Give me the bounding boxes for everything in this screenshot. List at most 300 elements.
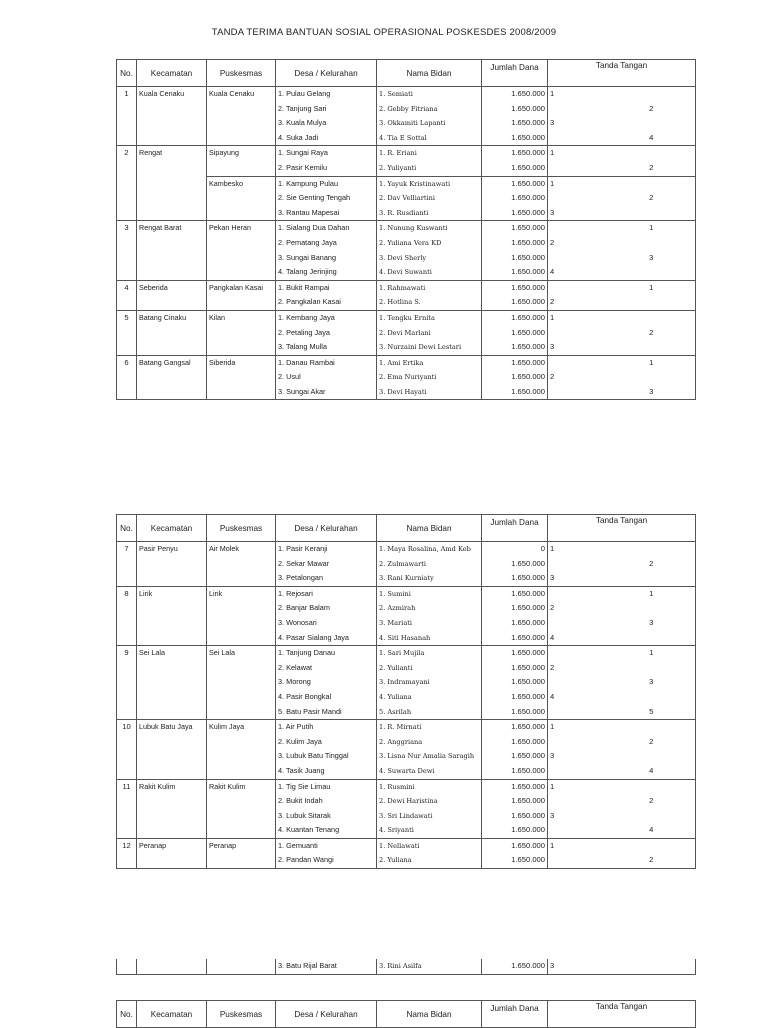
cell-nama-bidan: 3. Devi Sherly [377, 251, 482, 266]
cell-signature-left: 4 [548, 265, 608, 280]
cell-desa: 2. Pandan Wangi [276, 853, 377, 868]
cell-signature-right: 2 [608, 853, 696, 868]
cell-desa: 3. Rantau Mapesai [276, 206, 377, 221]
cell-desa: 3. Kuala Mulya [276, 116, 377, 131]
cell-no [117, 616, 137, 631]
cell-kecamatan [137, 385, 207, 400]
cell-jumlah-dana: 1.650.000 [482, 853, 548, 868]
cell-puskesmas [207, 571, 276, 586]
table-row [117, 191, 696, 206]
cell-no [117, 675, 137, 690]
cell-desa: 2. Pasir Kemilu [276, 161, 377, 176]
cell-jumlah-dana: 1.650.000 [482, 764, 548, 779]
cell-signature-left [548, 794, 608, 809]
cell-kecamatan [137, 161, 207, 176]
cell-no [117, 340, 137, 355]
cell-no [117, 206, 137, 221]
cell-signature-right: 2 [608, 191, 696, 206]
cell-signature-right: 1 [608, 280, 696, 295]
cell-no [117, 326, 137, 341]
cell-no [117, 295, 137, 310]
cell-desa: 2. Pangkalan Kasai [276, 295, 377, 310]
cell-kecamatan [137, 601, 207, 616]
header-puskesmas: Puskesmas [207, 1001, 276, 1028]
cell-puskesmas: Peranap [207, 838, 276, 853]
cell-no: 1 [117, 87, 137, 102]
cell-kecamatan [137, 631, 207, 646]
cell-signature-left: 1 [548, 542, 608, 557]
table-row [117, 779, 696, 794]
cell-desa: 3. Lubuk Sitarak [276, 809, 377, 824]
cell-signature-left [548, 191, 608, 206]
cell-puskesmas [207, 749, 276, 764]
header-puskesmas: Puskesmas [207, 60, 276, 87]
cell-kecamatan [137, 794, 207, 809]
cell-signature-left [548, 385, 608, 400]
cell-jumlah-dana: 1.650.000 [482, 675, 548, 690]
cell-no: 2 [117, 146, 137, 161]
cell-no: 11 [117, 779, 137, 794]
cell-jumlah-dana: 1.650.000 [482, 586, 548, 601]
cell-nama-bidan: 3. Lisna Nur Amalia Saragih [377, 749, 482, 764]
cell-kecamatan: Peranap [137, 838, 207, 853]
cell-signature-right [608, 720, 696, 735]
cell-desa: 4. Tasik Juang [276, 764, 377, 779]
cell-signature-right [608, 690, 696, 705]
table-row [117, 161, 696, 176]
cell-no [117, 959, 137, 974]
cell-nama-bidan: 1. R. Eriani [377, 146, 482, 161]
cell-puskesmas [207, 295, 276, 310]
cell-nama-bidan: 3. Sri Lindawati [377, 809, 482, 824]
cell-nama-bidan: 3. Indramayani [377, 675, 482, 690]
cell-nama-bidan: 1. Yayuk Kristinawati [377, 176, 482, 191]
cell-nama-bidan: 2. Zulmawarti [377, 557, 482, 572]
cell-nama-bidan: 3. Mariati [377, 616, 482, 631]
cell-signature-right [608, 116, 696, 131]
cell-desa: 2. Sie Genting Tengah [276, 191, 377, 206]
cell-signature-right [608, 236, 696, 251]
cell-signature-right: 2 [608, 102, 696, 117]
cell-kecamatan: Rengat Barat [137, 221, 207, 236]
cell-kecamatan: Batang Gangsal [137, 355, 207, 370]
cell-jumlah-dana: 1.650.000 [482, 295, 548, 310]
cell-kecamatan [137, 749, 207, 764]
cell-kecamatan: Rengat [137, 146, 207, 161]
header-kecamatan: Kecamatan [137, 1001, 207, 1028]
table-row [117, 385, 696, 400]
cell-nama-bidan: 4. Tia E Sottal [377, 131, 482, 146]
table-row [117, 764, 696, 779]
cell-kecamatan [137, 251, 207, 266]
cell-no [117, 631, 137, 646]
cell-signature-right [608, 265, 696, 280]
cell-jumlah-dana: 1.650.000 [482, 631, 548, 646]
cell-signature-left [548, 251, 608, 266]
table-header-row [117, 60, 696, 87]
cell-no [117, 705, 137, 720]
cell-kecamatan: Lubuk Batu Jaya [137, 720, 207, 735]
cell-no: 10 [117, 720, 137, 735]
cell-signature-right: 3 [608, 675, 696, 690]
cell-signature-left [548, 823, 608, 838]
table-row [117, 823, 696, 838]
cell-nama-bidan: 4. Siti Hasanah [377, 631, 482, 646]
header-no: No. [117, 1001, 137, 1028]
cell-jumlah-dana: 1.650.000 [482, 265, 548, 280]
cell-desa: 3. Sungai Banang [276, 251, 377, 266]
cell-no [117, 661, 137, 676]
cell-kecamatan [137, 661, 207, 676]
cell-puskesmas [207, 102, 276, 117]
table-row [117, 838, 696, 853]
cell-signature-right: 1 [608, 355, 696, 370]
cell-kecamatan [137, 340, 207, 355]
table-row [117, 794, 696, 809]
cell-no [117, 690, 137, 705]
cell-nama-bidan: 2. Yuliana [377, 853, 482, 868]
table-row [117, 571, 696, 586]
cell-signature-left [548, 131, 608, 146]
cell-jumlah-dana: 1.650.000 [482, 794, 548, 809]
cell-desa: 1. Kampung Pulau [276, 176, 377, 191]
cell-signature-left: 3 [548, 340, 608, 355]
cell-signature-left [548, 586, 608, 601]
cell-puskesmas [207, 370, 276, 385]
cell-signature-left [548, 646, 608, 661]
cell-desa: 1. Rejosari [276, 586, 377, 601]
cell-jumlah-dana: 1.650.000 [482, 385, 548, 400]
cell-signature-right [608, 601, 696, 616]
cell-jumlah-dana: 1.650.000 [482, 616, 548, 631]
cell-nama-bidan: 3. Devi Hayati [377, 385, 482, 400]
table-header-row [117, 1001, 696, 1028]
cell-signature-left: 1 [548, 146, 608, 161]
cell-signature-right: 4 [608, 131, 696, 146]
cell-signature-right [608, 176, 696, 191]
cell-jumlah-dana: 1.650.000 [482, 102, 548, 117]
cell-puskesmas: Air Molek [207, 542, 276, 557]
cell-signature-left [548, 102, 608, 117]
header-bidan: Nama Bidan [377, 515, 482, 542]
cell-jumlah-dana: 1.650.000 [482, 176, 548, 191]
cell-no [117, 251, 137, 266]
cell-kecamatan [137, 616, 207, 631]
table-row [117, 631, 696, 646]
cell-desa: 3. Morong [276, 675, 377, 690]
table-row [117, 340, 696, 355]
cell-no: 7 [117, 542, 137, 557]
cell-signature-left [548, 161, 608, 176]
cell-signature-left: 4 [548, 690, 608, 705]
table-row [117, 176, 696, 191]
cell-puskesmas [207, 385, 276, 400]
cell-kecamatan [137, 823, 207, 838]
cell-desa: 3. Lubuk Batu Tinggal [276, 749, 377, 764]
cell-desa: 1. Pulau Gelang [276, 87, 377, 102]
cell-nama-bidan: 4. Sriyanti [377, 823, 482, 838]
header-no: No. [117, 60, 137, 87]
cell-nama-bidan: 1. Nunung Kuswanti [377, 221, 482, 236]
header-dana: Jumlah Dana [482, 515, 548, 542]
cell-jumlah-dana: 1.650.000 [482, 557, 548, 572]
table-row [117, 735, 696, 750]
table-row [117, 206, 696, 221]
header-desa: Desa / Kelurahan [276, 60, 377, 87]
cell-no: 3 [117, 221, 137, 236]
cell-signature-left: 2 [548, 661, 608, 676]
cell-puskesmas [207, 326, 276, 341]
cell-kecamatan: Lirik [137, 586, 207, 601]
header-tanda-tangan: Tanda Tangan [548, 515, 696, 542]
cell-jumlah-dana: 1.650.000 [482, 601, 548, 616]
cell-signature-left: 2 [548, 370, 608, 385]
cell-nama-bidan: 4. Yuliana [377, 690, 482, 705]
cell-signature-right: 3 [608, 616, 696, 631]
cell-puskesmas: Siberida [207, 355, 276, 370]
cell-signature-right [608, 631, 696, 646]
cell-no [117, 749, 137, 764]
cell-kecamatan [137, 102, 207, 117]
cell-desa: 3. Petalongan [276, 571, 377, 586]
cell-kecamatan [137, 764, 207, 779]
cell-kecamatan [137, 809, 207, 824]
cell-desa: 3. Wonosari [276, 616, 377, 631]
table-row [117, 705, 696, 720]
cell-jumlah-dana: 1.650.000 [482, 959, 548, 974]
cell-puskesmas [207, 116, 276, 131]
cell-desa: 1. Sialang Dua Dahan [276, 221, 377, 236]
cell-kecamatan: Pasir Penyu [137, 542, 207, 557]
cell-desa: 2. Banjar Balam [276, 601, 377, 616]
cell-signature-left [548, 280, 608, 295]
cell-no [117, 161, 137, 176]
cell-nama-bidan: 3. Nurzaini Dewi Lestari [377, 340, 482, 355]
cell-puskesmas [207, 764, 276, 779]
cell-kecamatan [137, 265, 207, 280]
cell-kecamatan [137, 735, 207, 750]
cell-nama-bidan: 3. Rini Asilfa [377, 959, 482, 974]
cell-no [117, 557, 137, 572]
cell-no [117, 853, 137, 868]
cell-signature-right [608, 340, 696, 355]
cell-kecamatan [137, 116, 207, 131]
cell-jumlah-dana: 1.650.000 [482, 206, 548, 221]
cell-desa: 3. Sungai Akar [276, 385, 377, 400]
cell-signature-left [548, 705, 608, 720]
cell-kecamatan: Sei Lala [137, 646, 207, 661]
cell-puskesmas: Kambesko [207, 176, 276, 191]
cell-jumlah-dana: 1.650.000 [482, 191, 548, 206]
cell-puskesmas [207, 340, 276, 355]
cell-kecamatan [137, 295, 207, 310]
cell-puskesmas [207, 191, 276, 206]
cell-puskesmas [207, 601, 276, 616]
cell-desa: 1. Tig Sie Limau [276, 779, 377, 794]
cell-puskesmas [207, 251, 276, 266]
cell-nama-bidan: 5. Asrilah [377, 705, 482, 720]
cell-no [117, 601, 137, 616]
table-row [117, 280, 696, 295]
cell-desa: 1. Tanjung Danau [276, 646, 377, 661]
header-kecamatan: Kecamatan [137, 60, 207, 87]
cell-nama-bidan: 1. Rahmawati [377, 280, 482, 295]
cell-nama-bidan: 2. Azmirah [377, 601, 482, 616]
cell-nama-bidan: 2. Dav Velliartini [377, 191, 482, 206]
cell-puskesmas [207, 705, 276, 720]
cell-jumlah-dana: 1.650.000 [482, 87, 548, 102]
header-tanda-tangan: Tanda Tangan [548, 1001, 696, 1028]
cell-jumlah-dana: 1.650.000 [482, 720, 548, 735]
cell-nama-bidan: 3. Okkamiti Lapanti [377, 116, 482, 131]
cell-signature-right: 5 [608, 705, 696, 720]
cell-no [117, 809, 137, 824]
cell-puskesmas [207, 236, 276, 251]
cell-signature-right [608, 146, 696, 161]
table-row [117, 355, 696, 370]
cell-jumlah-dana: 1.650.000 [482, 690, 548, 705]
cell-kecamatan: Batang Cinaku [137, 310, 207, 325]
cell-jumlah-dana: 1.650.000 [482, 370, 548, 385]
cell-desa: 2. Usul [276, 370, 377, 385]
table-row [117, 675, 696, 690]
cell-signature-right [608, 809, 696, 824]
cell-jumlah-dana: 1.650.000 [482, 280, 548, 295]
table-row [117, 146, 696, 161]
cell-puskesmas [207, 794, 276, 809]
cell-nama-bidan: 1. Sari Mujila [377, 646, 482, 661]
cell-nama-bidan: 1. Semiati [377, 87, 482, 102]
table-row [117, 251, 696, 266]
cell-desa: 4. Kuantan Tenang [276, 823, 377, 838]
cell-no [117, 385, 137, 400]
header-kecamatan: Kecamatan [137, 515, 207, 542]
cell-kecamatan [137, 853, 207, 868]
cell-signature-right: 2 [608, 557, 696, 572]
cell-desa: 2. Kulim Jaya [276, 735, 377, 750]
cell-puskesmas [207, 557, 276, 572]
table-row [117, 586, 696, 601]
cell-desa: 4. Talang Jerinjing [276, 265, 377, 280]
cell-signature-left: 3 [548, 749, 608, 764]
cell-jumlah-dana: 1.650.000 [482, 146, 548, 161]
cell-nama-bidan: 1. Tengku Ernita [377, 310, 482, 325]
cell-puskesmas [207, 661, 276, 676]
cell-signature-right: 2 [608, 161, 696, 176]
cell-nama-bidan: 2. Yuliyanti [377, 161, 482, 176]
table-1 [116, 59, 696, 400]
cell-no: 4 [117, 280, 137, 295]
cell-signature-right: 1 [608, 221, 696, 236]
cell-desa: 5. Batu Pasir Mandi [276, 705, 377, 720]
cell-nama-bidan: 2. Devi Marlani [377, 326, 482, 341]
cell-no [117, 823, 137, 838]
cell-desa: 1. Bukit Rampai [276, 280, 377, 295]
cell-nama-bidan: 2. Gebby Fitriana [377, 102, 482, 117]
cell-signature-right: 3 [608, 385, 696, 400]
cell-signature-left: 3 [548, 116, 608, 131]
cell-jumlah-dana: 1.650.000 [482, 838, 548, 853]
cell-desa: 1. Pasir Keranji [276, 542, 377, 557]
document-title: TANDA TERIMA BANTUAN SOSIAL OPERASIONAL POSKESDES 2008/2009 [211, 27, 557, 38]
cell-kecamatan [137, 326, 207, 341]
cell-kecamatan [137, 675, 207, 690]
table-2 [116, 514, 696, 869]
cell-signature-right: 3 [608, 251, 696, 266]
table-row [117, 809, 696, 824]
cell-puskesmas [207, 959, 276, 974]
cell-desa: 1. Gemuanti [276, 838, 377, 853]
cell-desa: 2. Pematang Jaya [276, 236, 377, 251]
cell-desa: 3. Talang Mulla [276, 340, 377, 355]
cell-signature-right [608, 295, 696, 310]
cell-jumlah-dana: 1.650.000 [482, 131, 548, 146]
cell-signature-right: 1 [608, 586, 696, 601]
cell-jumlah-dana: 1.650.000 [482, 646, 548, 661]
cell-nama-bidan: 3. R. Rusdianti [377, 206, 482, 221]
table-2-body [117, 542, 696, 869]
cell-signature-left [548, 735, 608, 750]
cell-desa: 2. Tanjung Sari [276, 102, 377, 117]
cell-desa: 4. Pasar Sialang Jaya [276, 631, 377, 646]
cell-signature-left: 1 [548, 779, 608, 794]
cell-desa: 4. Pasir Bongkal [276, 690, 377, 705]
cell-signature-left [548, 764, 608, 779]
cell-puskesmas: Sipayung [207, 146, 276, 161]
cell-signature-left: 3 [548, 571, 608, 586]
cell-jumlah-dana: 1.650.000 [482, 809, 548, 824]
table-row [117, 295, 696, 310]
table-3-body [117, 959, 696, 974]
cell-desa: 1. Kembang Jaya [276, 310, 377, 325]
cell-no [117, 735, 137, 750]
cell-nama-bidan: 1. Rusmini [377, 779, 482, 794]
cell-nama-bidan: 1. Maya Rosalina, Amd Keb [377, 542, 482, 557]
cell-jumlah-dana: 1.650.000 [482, 310, 548, 325]
cell-nama-bidan: 2. Dewi Haristina [377, 794, 482, 809]
cell-signature-left: 4 [548, 631, 608, 646]
cell-puskesmas: Lirik [207, 586, 276, 601]
cell-puskesmas [207, 809, 276, 824]
cell-nama-bidan: 2. Hotlina S. [377, 295, 482, 310]
cell-signature-right [608, 779, 696, 794]
cell-no: 12 [117, 838, 137, 853]
table-row [117, 131, 696, 146]
cell-signature-right [608, 749, 696, 764]
cell-jumlah-dana: 1.650.000 [482, 749, 548, 764]
header-bidan: Nama Bidan [377, 1001, 482, 1028]
table-row [117, 646, 696, 661]
cell-nama-bidan: 4. Suwarta Dewi [377, 764, 482, 779]
cell-kecamatan: Kuala Cenaku [137, 87, 207, 102]
cell-no [117, 764, 137, 779]
cell-puskesmas [207, 206, 276, 221]
cell-nama-bidan: 1. Nellawati [377, 838, 482, 853]
cell-no [117, 131, 137, 146]
cell-signature-right [608, 661, 696, 676]
cell-kecamatan [137, 557, 207, 572]
header-tanda-tangan: Tanda Tangan [548, 60, 696, 87]
header-puskesmas: Puskesmas [207, 515, 276, 542]
cell-signature-left: 1 [548, 720, 608, 735]
cell-desa: 1. Danau Rambai [276, 355, 377, 370]
cell-no [117, 571, 137, 586]
cell-desa: 2. Sekar Mawar [276, 557, 377, 572]
cell-signature-right [608, 310, 696, 325]
cell-signature-left: 2 [548, 236, 608, 251]
table-row [117, 720, 696, 735]
cell-signature-left: 3 [548, 206, 608, 221]
